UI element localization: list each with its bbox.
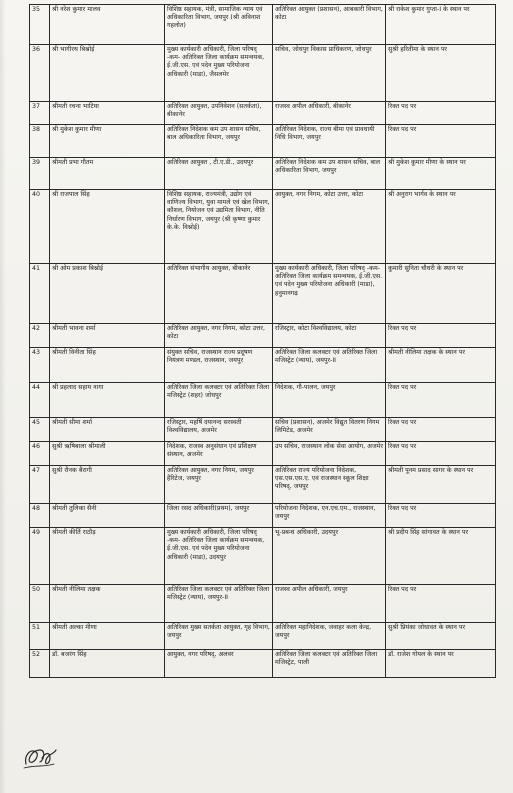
officer-name: श्री भागीरथ बिश्नोई [50,45,165,102]
current-posting: मुख्य कार्यकारी अधिकारी, जिला परिषद् -कम- अतिरिक्त जिला कार्यक्रम समन्वयक, ई.जी.एस. एवं पदेन मुख्य परियोजना अधिकारी (माडा), जैसलमेर [165,45,273,102]
current-posting: अतिरिक्त निदेशक कम उप शासन सचिव, बाल अधिकारिता विभाग, जयपुर [165,125,273,158]
current-posting: अतिरिक्त आयुक्त, नगर निगम, कोटा उत्तर, कोटा [165,324,273,348]
new-posting: आयुक्त, नगर निगम, कोटा उत्तर, कोटा [273,190,386,264]
officer-name: श्रीमती सीमा शर्मा [50,418,165,442]
new-posting: परियोजना निदेशक, एन.एच.एम., राजस्थान, जयपुर [273,504,386,528]
signature-icon [20,738,60,772]
current-posting: अतिरिक्त संभागीय आयुक्त, बीकानेर [165,264,273,324]
new-posting: सचिव, जोधपुर विकास प्राधिकरण, जोधपुर [273,45,386,102]
table-row [30,158,496,190]
serial-number: 42 [30,324,50,348]
new-posting: अतिरिक्त निदेशक कम उप शासन सचिव, बाल अधिकारिता विभाग, जयपुर [273,158,386,190]
new-posting: सचिव (प्रशासन), अजमेर विद्युत वितरण निगम लिमिटेड, अजमेर [273,418,386,442]
current-posting: विशिष्ठ सहायक, राज्यमंत्री, उद्योग एवं वाणिज्य विभाग, युवा मामले एवं खेल विभाग, कौशल, नियोजन एवं उद्यमिता विभाग, नीति निर्धारण विभाग, जयपुर (श्री कृष्णा कुमार के.के. विश्नोई) [165,190,273,264]
new-posting: अतिरिक्त आयुक्त (प्रशासन), आबकारी विभाग, कोटा [273,5,386,45]
serial-number: 52 [30,650,50,678]
page-edge-shadow [0,0,6,793]
table-row [30,102,496,125]
officer-name: श्रीमती तुलिका सैनी [50,504,165,528]
current-posting: निदेशक, राजस्व अनुसंधान एवं प्रशिक्षण संस्थान, अजमेर [165,442,273,466]
officer-name: श्रीमती रचना भाटिया [50,102,165,125]
officer-name: श्रीमती भावना शर्मा [50,324,165,348]
serial-number: 44 [30,383,50,418]
posting-table-body [30,5,496,678]
remark: श्री राकेश कुमार गुप्ता-I के स्थान पर [386,5,496,45]
remark: श्री मुकेश कुमार मीणा के स्थान पर [386,158,496,190]
current-posting: मुख्य कार्यकारी अधिकारी, जिला परिषद् -कम- अतिरिक्त जिला कार्यक्रम समन्वयक, ई.जी.एस. एवं पदेन मुख्य परियोजना अधिकारी (माडा), उदयपुर [165,528,273,585]
table-row [30,504,496,528]
new-posting: भू-प्रबन्ध अधिकारी, उदयपुर [273,528,386,585]
remark: रिक्त पद पर [386,324,496,348]
current-posting: अतिरिक्त आयुक्त, उपनिवेशन (सतर्कता), बीकानेर [165,102,273,125]
table-row [30,528,496,585]
remark: कुमारी सुनिता चौधरी के स्थान पर [386,264,496,324]
table-row [30,45,496,102]
remark: सुश्री हरितीमा के स्थान पर [386,45,496,102]
officer-name: श्रीमती अल्का मीणा [50,623,165,650]
remark: श्रीमती पूनम प्रसाद सागर के स्थान पर [386,466,496,504]
new-posting: राजस्व अपील अधिकारी, बीकानेर [273,102,386,125]
serial-number: 50 [30,585,50,623]
officer-name: श्री प्रहलाद सहाय नागा [50,383,165,418]
new-posting: मुख्य कार्यकारी अधिकारी, जिला परिषद् -कम- अतिरिक्त जिला कार्यक्रम समन्वयक, ई.जी.एस. एवं पदेन मुख्य परियोजना अधिकारी (माडा), हनुमानगढ़ [273,264,386,324]
new-posting: रजिस्ट्रार, कोटा विश्वविद्यालय, कोटा [273,324,386,348]
officer-name: श्रीमती कीर्ति राठौड़ [50,528,165,585]
table-row [30,466,496,504]
remark: रिक्त पद पर [386,442,496,466]
remark: रिक्त पद पर [386,102,496,125]
table-row [30,5,496,45]
serial-number: 41 [30,264,50,324]
serial-number: 36 [30,45,50,102]
table-row [30,585,496,623]
remark: श्रीमती नीलिमा तक्षक के स्थान पर [386,348,496,383]
serial-number: 46 [30,442,50,466]
current-posting: अतिरिक्त आयुक्त, नगर निगम, जयपुर हैरिटेज, जयपुर [165,466,273,504]
serial-number: 45 [30,418,50,442]
officer-name: श्रीमती विनीता सिंह [50,348,165,383]
serial-number: 51 [30,623,50,650]
officer-name: श्री राजपाल सिंह [50,190,165,264]
remark: रिक्त पद पर [386,585,496,623]
remark: रिक्त पद पर [386,383,496,418]
table-row [30,623,496,650]
new-posting: उप सचिव, राजस्थान लोक सेवा आयोग, अजमेर [273,442,386,466]
serial-number: 49 [30,528,50,585]
remark: रिक्त पद पर [386,125,496,158]
current-posting: अतिरिक्त जिला कलक्टर एवं अतिरिक्त जिला मजिस्ट्रेट (न्याय), जयपुर-II [165,585,273,623]
current-posting: अतिरिक्त आयुक्त , टी.ए.डी., उदयपुर [165,158,273,190]
new-posting: अतिरिक्त निदेशक, राज्य बीमा एवं प्रावधायी निधि विभाग, जयपुर [273,125,386,158]
serial-number: 47 [30,466,50,504]
remark: डॉ. राजेश गोयल के स्थान पर [386,650,496,678]
serial-number: 43 [30,348,50,383]
current-posting: अतिरिक्त जिला कलक्टर एवं अतिरिक्त जिला मजिस्ट्रेट (शहर) जोधपुर [165,383,273,418]
posting-table [29,4,496,678]
serial-number: 37 [30,102,50,125]
serial-number: 48 [30,504,50,528]
new-posting: अतिरिक्त महानिदेशक, जवाहर कला केन्द्र, जयपुर [273,623,386,650]
table-row [30,383,496,418]
table-row [30,264,496,324]
table-row [30,442,496,466]
remark: रिक्त पद पर [386,504,496,528]
officer-name: श्रीमती प्रभा गौतम [50,158,165,190]
table-row [30,348,496,383]
officer-name: श्री मुकेश कुमार मीणा [50,125,165,158]
officer-name: श्रीमती नीलिमा तक्षक [50,585,165,623]
table-row [30,418,496,442]
serial-number: 35 [30,5,50,45]
new-posting: निदेशक, गौ-पालन, जयपुर [273,383,386,418]
new-posting: अतिरिक्त जिला कलक्टर एवं अतिरिक्त जिला मजिस्ट्रेट, पाली [273,650,386,678]
remark: सुश्री प्रियंका जोधावत के स्थान पर [386,623,496,650]
new-posting: राजस्व अपील अधिकारी, जयपुर [273,585,386,623]
current-posting: रजिस्ट्रार, महर्षि दयानन्द सरस्वती विश्वविद्यालय, अजमेर [165,418,273,442]
current-posting: संयुक्त सचिव, राजस्थान राज्य प्रदूषण नियंत्रण मण्डल, राजस्थान, जयपुर [165,348,273,383]
new-posting: अतिरिक्त जिला कलक्टर एवं अतिरिक्त जिला मजिस्ट्रेट (न्याय), जयपुर-II [273,348,386,383]
officer-name: डॉ. बजरंग सिंह [50,650,165,678]
table-row [30,125,496,158]
officer-name: सुश्री रौनक बैरागी [50,466,165,504]
remark: श्री प्रदीप सिंह सांगावत के स्थान पर [386,528,496,585]
table-row [30,650,496,678]
current-posting: आयुक्त, नगर परिषद्, अलवर [165,650,273,678]
current-posting: विशिष्ठ सहायक, मंत्री, सामाजिक न्याय एवं अधिकारिता विभाग, जयपुर (श्री अविनाश गहलोत) [165,5,273,45]
table-row [30,190,496,264]
current-posting: जिला रसद अधिकारी(प्रथम), जयपुर [165,504,273,528]
table-row [30,324,496,348]
serial-number: 38 [30,125,50,158]
officer-name: श्री नरेश कुमार मालव [50,5,165,45]
current-posting: अतिरिक्त मुख्य सतर्कता आयुक्त, गृह विभाग, जयपुर [165,623,273,650]
officer-name: सुश्री ऋषिबाला श्रीमाली [50,442,165,466]
serial-number: 39 [30,158,50,190]
officer-name: श्री ओम प्रकाश बिश्नोई [50,264,165,324]
new-posting: अतिरिक्त राज्य परियोजना निदेशक, एस.एस.एस.ए. एवं राजस्थान स्कूल शिक्षा परिषद्, जयपुर [273,466,386,504]
remark: श्री अनुराग भार्गव के स्थान पर [386,190,496,264]
remark: रिक्त पद पर [386,418,496,442]
serial-number: 40 [30,190,50,264]
